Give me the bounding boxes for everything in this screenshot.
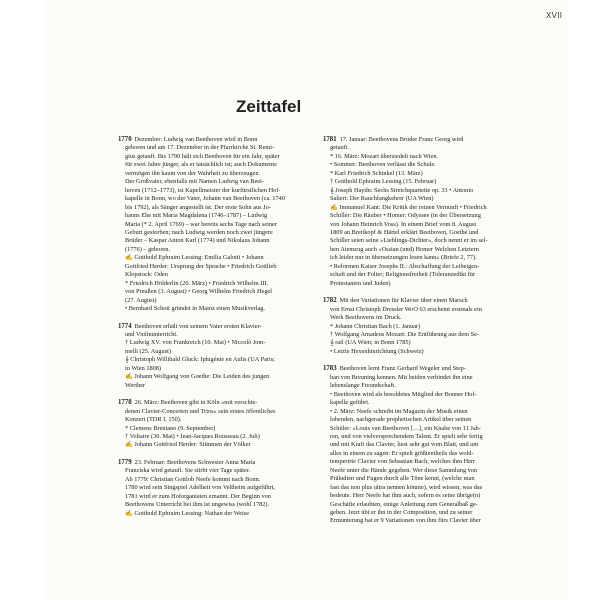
entry-line: ✍ Johann Wolfgang von Goethe: Die Leiden des jungen — [125, 373, 270, 381]
entry-text: Mit den Variationen für Klavier über einen Marsch — [339, 297, 468, 305]
entry-line: Ermunterung hat er 9 Variationen von ihm fürs Clavier über — [330, 517, 481, 525]
entry-text: Dezember: Ludwig van Beethoven wird in Bonn — [134, 136, 258, 143]
entry-line: * Clemens Brentano (9. September) — [125, 424, 216, 432]
entry-line: Schiller: Die Räuber • Homer: Odyssee (in der Übersetzung — [330, 212, 481, 220]
entry-line: geboren und am 17. Dezember in der Pfarrkirche St. Remi- — [125, 144, 275, 152]
entry-line: Konzert (TDR I, 150). — [125, 416, 182, 424]
entry-line: han von Breuning kennen. Mit beiden verbindet ihn eine — [330, 373, 473, 381]
entry-line: 𝄞 rail (UA Wien; in Bonn 1785) — [330, 339, 411, 347]
entry-text: 26. März: Beethoven gibt in Köln »mit verschie- — [134, 399, 258, 407]
entry-line: alles in einem zu sagen: Er spielt größtentheils das wohl- — [330, 449, 474, 457]
entry-line: * Johann Christian Bach (1. Januar) — [330, 322, 421, 330]
entry-line: ren, und von vielversprechendem Talent. Er spielt sehr fertig — [330, 432, 483, 440]
entry-line: Geschäfte erlaubten, einige Anleitung zum Generalbaß ge- — [330, 500, 478, 508]
entry-line: Der Großvater, ebenfalls mit Namen Ludwig van Beet- — [125, 178, 264, 186]
entry-year: 1783 — [323, 365, 337, 373]
entry-line: Klopstock: Oden — [125, 271, 168, 279]
entry-line: denen Clavier-Concerten und Trios« sein erstes öffentliches — [125, 407, 276, 415]
entry-line: von Ernst Christoph Dressler WoO 63 erscheint erstmals ein — [330, 305, 482, 313]
entry-line: Franziska wird getauft. Sie stirbt vier Tage später. — [125, 467, 251, 475]
entry-line: getauft. — [330, 144, 350, 152]
page-title: Zeittafel — [236, 97, 302, 116]
entry-line: ben Atemzug auch »Ossian (und) Homer Welchen Letztern — [330, 245, 479, 253]
entry-line: • Letzte Hexenhinrichtung (Schweiz) — [330, 347, 424, 355]
entry-line — [118, 399, 308, 407]
entry-line: in Wien 1808) — [125, 364, 162, 372]
timeline-entry — [118, 136, 308, 314]
entry-line: gius getauft. Bis 1790 hält sich Beethoven für ein Jahr, später — [125, 152, 280, 160]
entry-line: Maria (* 2. April 1769) – war bereits sechs Tage nach seiner — [125, 220, 277, 228]
entry-line: Schiller seien seine »Lieblings-Dichter«, doch nennt er im sel- — [330, 237, 488, 245]
entry-line: geben. Jetzt übt er ihn in der Composition, und zu seiner — [330, 509, 473, 517]
entry-line: Beethovens Unterricht bei ihm ist ungewiss (wohl 1782). — [125, 501, 270, 509]
entry-line — [118, 459, 308, 467]
entry-line: (1776) – geboren. — [125, 245, 170, 253]
entry-text: 17. Januar: Beethovens Bruder Franz Georg wird — [339, 136, 464, 143]
entry-line — [118, 323, 308, 331]
entry-year: 1779 — [118, 458, 132, 466]
entry-line: • Sommer: Beethoven verlässt die Schule. — [330, 161, 436, 169]
timeline-entry — [118, 399, 308, 450]
entry-line: für zwei Jahre jünger, als er tatsächlich ist; auch Dokumente — [125, 161, 277, 169]
entry-line — [323, 136, 515, 144]
entry-line: 𝄞 Christoph Willibald Gluck: Iphigénie en Aulis (UA Paris; — [125, 356, 275, 364]
entry-line: melli (25. August) — [125, 347, 171, 355]
entry-line: 1780 wird sein Singspiel Adelheit von Veltheim aufgeführt, — [125, 484, 275, 492]
entry-line: • Beethoven wird als besoldetes Mitglied der Bonner Hof- — [330, 390, 477, 398]
entry-line: und mit Kraft das Clavier, liest sehr gut vom Blatt, und um — [330, 441, 479, 449]
entry-line: * 16. März: Mozart übersiedelt nach Wien. — [330, 152, 439, 160]
entry-line: ich leider nur in übersetzungen lesen kann« (Briefe 2, 77). — [330, 254, 477, 262]
entry-line: (27. August) — [125, 296, 157, 304]
entry-line: von Johann Heinrich Voss). In einem Brief vom 8. August — [330, 220, 477, 228]
entry-line: † Wolfgang Amadeus Mozart: Die Entführung aus dem Se- — [330, 330, 480, 338]
entry-line: 𝄞 Joseph Haydn: Sechs Streichquartette op. 33 • Antonio — [330, 186, 474, 194]
entry-line: Protestanten und Juden) — [330, 279, 391, 287]
page-number: XVII — [546, 11, 563, 20]
entry-line: ✍ Gotthold Ephraim Lessing: Nathan der Weise — [125, 509, 250, 517]
entry-line: fast das non plus ultra nennen könnte), wird wissen, was das — [330, 483, 483, 491]
timeline-entry — [118, 323, 308, 391]
entry-line: Ab 1779: Christian Gottlob Neefe kommt nach Bonn. — [125, 475, 261, 483]
entry-line: Salieri: Der Rauchfangkehrer (UA Wien) — [330, 195, 434, 203]
right-column — [323, 136, 515, 535]
entry-line: 1809 an Breitkopf & Härtel erklärt Beethoven, Goethe und — [330, 228, 479, 236]
entry-line: Geburt gestorben; nach Ludwig werden noch zwei jüngere — [125, 228, 273, 236]
entry-line: Brüder – Kaspar Anton Karl (1774) und Nikolaus Johann — [125, 237, 270, 245]
entry-year: 1781 — [323, 136, 337, 143]
entry-line — [323, 365, 515, 373]
entry-text: Beethoven lernt Franz Gerhard Wegeler und Step- — [339, 365, 466, 373]
entry-year: 1778 — [118, 399, 132, 407]
entry-year: 1782 — [323, 297, 337, 305]
entry-line: • Reformen Kaiser Josephs II.: Abschaffung der Leibeigen- — [330, 262, 480, 270]
entry-line: † Ludwig XV. von Frankreich (10. Mai) • Niccolò Jom- — [125, 339, 266, 347]
timeline-entry — [323, 365, 515, 526]
entry-line: 1781 wird er zum Hoforganisten ernannt. Der Beginn von — [125, 492, 271, 500]
entry-year: 1774 — [118, 322, 132, 330]
entry-line: lebenslange Freundschaft. — [330, 382, 396, 390]
entry-text: Beethoven erhält von seinem Vater ersten Klavier- — [134, 322, 262, 330]
entry-line: Werther — [125, 381, 146, 389]
entry-line: * Friedrich Hölderlin (20. März) • Friedrich Wilhelm III. — [125, 279, 269, 287]
entry-line: bedeute. Herr Neefe hat ihm auch, sofern es seine übrige(n) — [330, 492, 481, 500]
timeline-entry — [323, 297, 515, 356]
entry-line: kapelle in Bonn, wo der Vater, Johann van Beethoven (ca. 1740 — [125, 195, 285, 203]
left-column — [118, 136, 308, 527]
entry-line — [323, 297, 515, 305]
entry-line: ✍ Johann Gottfried Herder: Stimmen der Völker — [125, 441, 251, 449]
entry-line: Gottfried Herder: Ursprung der Sprache • Friedrich Gottlieb — [125, 262, 277, 270]
timeline-entry — [118, 459, 308, 518]
entry-line: schaft und der Folter; Religionsfreiheit (Toleranzedikt für — [330, 271, 476, 279]
entry-line: von Preußen (3. August) • Georg Wilhelm Friedrich Hegel — [125, 288, 273, 296]
entry-line: bis 1792), als Sänger angestellt ist. Der erste Sohn aus Jo- — [125, 203, 271, 211]
entry-line: temperirte Clavier von Sebastian Bach, welches ihm Herr — [330, 458, 476, 466]
entry-line: Neefe unter die Hände gegeben. Wer diese Sammlung von — [330, 466, 478, 474]
entry-line: hoven (1712–1773), ist Kapellmeister der kurfürstlichen Hof- — [125, 186, 281, 194]
entry-line: • 2. März: Neefe schreibt im Magazin der Musik einen — [330, 407, 468, 415]
entry-line: Präludien und Fugen durch alle Töne kennt, (welche man — [330, 475, 475, 483]
entry-line: hanns Ehe mit Maria Magdalena (1746–1787) – Ludwig — [125, 212, 268, 220]
entry-line: Schüler: »Louis van Beethoven […], ein Knabe von 11 Jah- — [330, 424, 481, 432]
entry-year: 1770 — [118, 136, 132, 143]
entry-line: * Karl Friedrich Schinkel (13. März) — [330, 169, 423, 177]
entry-line: lobenden, nachgerade prophetischen Artikel über seinen — [330, 416, 472, 424]
entry-line — [118, 136, 308, 144]
entry-line: ✍ Gotthold Ephraim Lessing: Emilia Galotti • Johann — [125, 254, 264, 262]
entry-text: 23. Februar: Beethovens Schwester Anna Maria — [134, 458, 256, 466]
entry-line: kapelle geführt. — [330, 399, 370, 407]
entry-line: Werk Beethovens im Druck. — [330, 314, 402, 322]
entry-line: † Voltaire (30. Mai) • Jean-Jacques Rousseau (2. Juli) — [125, 432, 260, 440]
entry-line: † Gotthold Ephraim Lessing (15. Februar) — [330, 178, 437, 186]
entry-line: • Bernhard Schott gründet in Mainz einen Musikverlag. — [125, 305, 266, 313]
timeline-entry — [323, 136, 515, 288]
entry-line: vermögen ihn kaum von der Wahrheit zu überzeugen. — [125, 169, 261, 177]
entry-line: und Violinunterricht. — [125, 330, 178, 338]
entry-line: ✍ Immanuel Kant: Die Kritik der reinen Vernunft • Friedrich — [330, 203, 487, 211]
